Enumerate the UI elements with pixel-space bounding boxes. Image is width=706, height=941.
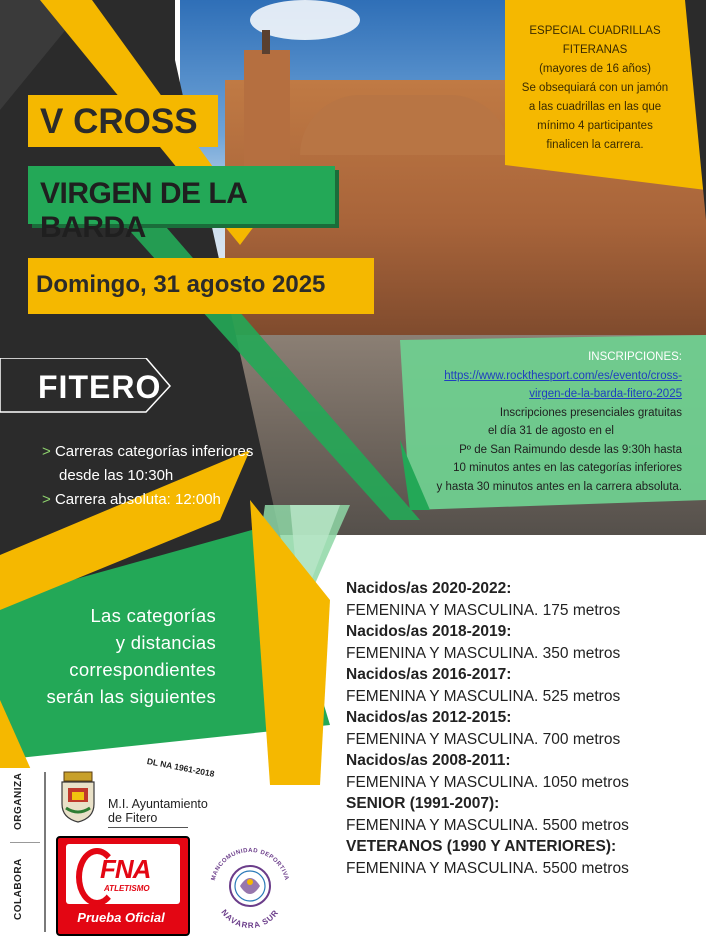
title-line1-box [28,95,218,147]
legal-deposit: DL NA 1961-2018 [146,756,216,779]
category-detail: FEMENINA Y MASCULINA. 5500 metros [346,859,629,877]
category-detail: FEMENINA Y MASCULINA. 350 metros [346,644,621,662]
category-list [346,578,686,879]
category-detail: FEMENINA Y MASCULINA. 175 metros [346,601,621,619]
fna-logo-text: FNA [100,854,151,884]
schedule-item: > Carreras categorías inferiores [42,443,254,460]
schedule-item: > Carrera absoluta: 12:00h [42,491,221,508]
label-separator [10,842,40,843]
category-head: Nacidos/as 2020-2022: [346,580,512,597]
category-head: Nacidos/as 2008-2011: [346,752,511,769]
category-detail: FEMENINA Y MASCULINA. 5500 metros [346,816,629,834]
mancomunidad-logo-text [200,832,300,936]
registration-link[interactable]: https://www.rockthesport.com/es/evento/cross- virgen-de-la-barda-fitero-2025 [444,369,682,400]
category-detail: FEMENINA Y MASCULINA. 700 metros [346,730,621,748]
fna-logo-subtext: ATLETISMO [104,884,150,893]
category-head: VETERANOS (1990 Y ANTERIORES): [346,838,617,855]
category-head: Nacidos/as 2012-2015: [346,709,512,726]
schedule-item: desde las 10:30h [59,467,174,484]
category-detail: FEMENINA Y MASCULINA. 525 metros [346,687,621,705]
event-title-line1: V CROSS [40,102,198,141]
category-head: Nacidos/as 2016-2017: [346,666,512,683]
schedule-list [42,440,272,512]
coat-of-arms-icon [56,770,100,824]
category-head: Nacidos/as 2018-2019: [346,623,512,640]
registration-panel: INSCRIPCIONES: https://www.rockthesport.com/es/evento/cross- virgen-de-la-barda-fitero-2025 Inscripciones presenciales gratuitas el día 31 de agosto en el Pº de San Raimundo desde las 9:30h hasta 10 minutos antes en las categorías inferiores y hasta 30 minutos antes en la carrera absoluta. [412,348,682,496]
fna-logo [56,836,190,936]
svg-text:MANCOMUNIDAD DEPORTIVA: MANCOMUNIDAD DEPORTIVA [210,847,290,882]
location-label: FITERO [38,369,162,405]
special-cuadrillas-note: ESPECIAL CUADRILLAS FITERANAS (mayores de 16 años) Se obsequiará con un jamón a las cuadrillas en las que mínimo 4 participantes finalicen la carrera. [521,25,669,151]
colabora-label: COLABORA [13,858,24,920]
organiza-label: ORGANIZA [13,772,24,830]
organizer-name: M.I. Ayuntamiento de Fitero [108,797,208,825]
svg-text:NAVARRA SUR: NAVARRA SUR [219,907,281,931]
fna-badge: Prueba Oficial [77,910,165,925]
event-date: Domingo, 31 agosto 2025 [36,271,326,298]
category-detail: FEMENINA Y MASCULINA. 1050 metros [346,773,629,791]
sponsor-divider [44,772,46,932]
organizer-underline [108,827,188,828]
registration-heading: INSCRIPCIONES: [588,351,682,363]
title-line2-box [28,166,335,244]
categories-intro: Las categorías y distancias correspondientes serán las siguientes [46,605,216,707]
date-box [28,258,374,314]
event-title-line2: VIRGEN DE LA BARDA [40,177,247,244]
category-head: SENIOR (1991-2007): [346,795,500,812]
